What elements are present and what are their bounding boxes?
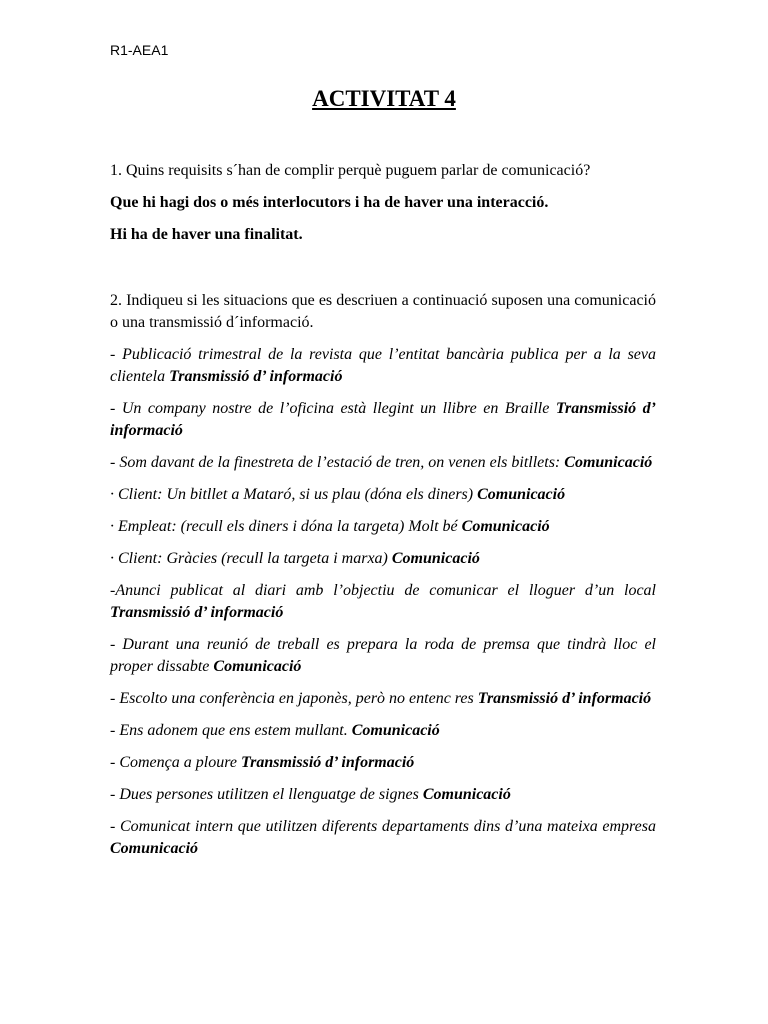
situation-text: · Client: Un bitllet a Mataró, si us plau (dóna els diners)	[110, 486, 474, 503]
situation-text: - Escolto una conferència en japonès, però no entenc res	[110, 690, 474, 707]
situation-item	[110, 548, 656, 570]
answer-1-line-2: Hi ha de haver una finalitat.	[110, 226, 303, 243]
situation-item	[110, 516, 656, 538]
situation-text: - Comunicat intern que utilitzen diferents departaments dins d’una mateixa empresa	[110, 818, 656, 835]
situation-text: · Empleat: (recull els diners i dóna la targeta) Molt bé	[110, 518, 458, 535]
answer-1-line-1: Que hi hagi dos o més interlocutors i ha de haver una interacció.	[110, 194, 549, 211]
situation-answer: Comunicació	[477, 486, 566, 503]
situation-item	[110, 720, 656, 742]
situation-answer: Transmissió d’ informació	[110, 604, 284, 621]
situation-item	[110, 452, 656, 474]
situation-answer: Comunicació	[391, 550, 480, 567]
situation-item	[110, 688, 656, 710]
page-header: R1-AEA1	[110, 42, 169, 58]
question-2: 2. Indiqueu si les situacions que es descriuen a continuació suposen una comunicació o una transmissió d´informació.	[110, 292, 656, 331]
page-title: ACTIVITAT 4	[312, 86, 456, 111]
situation-answer: Comunicació	[213, 658, 302, 675]
document-body	[110, 160, 656, 870]
situation-text: - Ens adonem que ens estem mullant.	[110, 722, 348, 739]
situation-answer: Comunicació	[461, 518, 550, 535]
question-1: 1. Quins requisits s´han de complir perquè puguem parlar de comunicació?	[110, 162, 591, 179]
situation-answer: Comunicació	[564, 454, 653, 471]
situation-answer: Transmissió d’ informació	[477, 690, 652, 707]
situation-answer: Comunicació	[110, 840, 199, 857]
situation-item	[110, 398, 656, 442]
situation-item	[110, 752, 656, 774]
situation-item	[110, 784, 656, 806]
situation-item	[110, 580, 656, 624]
situation-text: - Durant una reunió de treball es prepara la roda de premsa que tindrà lloc el proper dissabte	[110, 636, 656, 675]
situation-answer: Comunicació	[422, 786, 511, 803]
spacer	[110, 256, 656, 290]
situation-text: -Anunci publicat al diari amb l’objectiu de comunicar el lloguer d’un local	[110, 582, 656, 599]
situation-text: - Publicació trimestral de la revista que l’entitat bancària publica per a la seva clientela	[110, 346, 656, 385]
situation-text: · Client: Gràcies (recull la targeta i marxa)	[110, 550, 388, 567]
situation-answer: Comunicació	[351, 722, 440, 739]
situation-answer: Transmissió d’ informació	[110, 400, 657, 439]
situation-item	[110, 484, 656, 506]
situation-text: - Comença a ploure	[110, 754, 237, 771]
situation-text: - Dues persones utilitzen el llenguatge de signes	[110, 786, 419, 803]
situation-item	[110, 816, 656, 860]
situation-text: - Un company nostre de l’oficina està llegint un llibre en Braille	[110, 400, 550, 417]
situation-item	[110, 634, 656, 678]
situation-answer: Transmissió d’ informació	[240, 754, 415, 771]
situation-item	[110, 344, 656, 388]
situation-answer: Transmissió d’ informació	[169, 368, 343, 385]
situation-text: - Som davant de la finestreta de l’estació de tren, on venen els bitllets:	[110, 454, 561, 471]
